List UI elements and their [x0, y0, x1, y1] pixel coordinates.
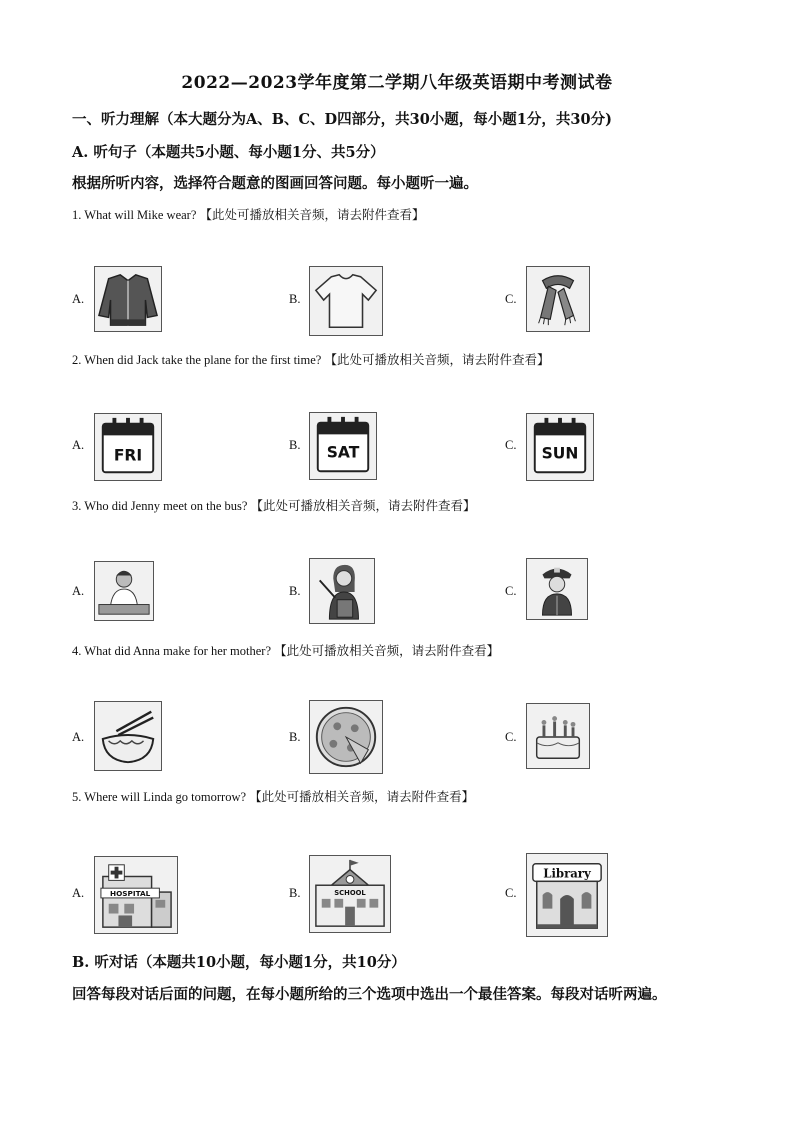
part-a-heading: A. 听句子（本题共5小题、每小题1分、共5分）	[72, 144, 385, 161]
birthday-cake-image[interactable]	[526, 703, 590, 769]
part-a-instruction: 根据所听内容，选择符合题意的图画回答问题。每小题听一遍。	[72, 175, 478, 192]
option-label: A.	[72, 886, 85, 900]
calendar-sat-image[interactable]	[309, 412, 377, 480]
part-b-instruction: 回答每段对话后面的问题，在每小题所给的三个选项中选出一个最佳答案。每段对话听两遍。	[72, 986, 667, 1003]
doctor-image[interactable]	[94, 561, 154, 621]
option-label: C.	[505, 292, 517, 306]
noodles-image[interactable]	[94, 701, 162, 771]
option-label: A.	[72, 438, 85, 452]
library-image[interactable]	[526, 853, 608, 937]
option-label: B.	[289, 292, 301, 306]
option-label: A.	[72, 292, 85, 306]
option-label: B.	[289, 438, 301, 452]
option-label: B.	[289, 886, 301, 900]
teacher-image[interactable]	[309, 558, 375, 624]
page-title: 2022—2023学年度第二学期八年级英语期中考测试卷	[181, 73, 613, 93]
jacket-image[interactable]	[94, 266, 162, 332]
section-heading: 一、听力理解（本大题分为A、B、C、D四部分，共30小题，每小题1分，共30分)	[72, 111, 612, 128]
option-label: C.	[505, 730, 517, 744]
question-2: 2. When did Jack take the plane for the first time? 【此处可播放相关音频，请去附件查看】	[72, 353, 550, 367]
part-b-heading: B. 听对话（本题共10小题，每小题1分，共10分）	[72, 954, 406, 971]
hospital-sign: HOSPITAL	[109, 888, 151, 898]
question-3: 3. Who did Jenny meet on the bus? 【此处可播放相关音频，请去附件查看】	[72, 499, 476, 513]
question-4: 4. What did Anna make for her mother? 【此处可播放相关音频，请去附件查看】	[72, 644, 500, 658]
pizza-image[interactable]	[309, 700, 383, 774]
calendar-label: FRI	[113, 446, 143, 465]
option-label: B.	[289, 584, 301, 598]
scarf-image[interactable]	[526, 266, 590, 332]
tshirt-image[interactable]	[309, 266, 383, 336]
calendar-label: SAT	[326, 443, 360, 462]
option-label: C.	[505, 584, 517, 598]
question-5: 5. Where will Linda go tomorrow? 【此处可播放相关音频，请去附件查看】	[72, 790, 475, 804]
option-label: A.	[72, 730, 85, 744]
option-label: B.	[289, 730, 301, 744]
school-sign: SCHOOL	[334, 888, 366, 897]
option-label: C.	[505, 438, 517, 452]
question-1: 1. What will Mike wear? 【此处可播放相关音频，请去附件查看】	[72, 208, 425, 222]
library-sign: Library	[543, 866, 591, 881]
calendar-label: SUN	[541, 444, 579, 463]
option-label: C.	[505, 886, 517, 900]
calendar-fri-image[interactable]	[94, 413, 162, 481]
school-image[interactable]	[309, 855, 391, 933]
calendar-sun-image[interactable]	[526, 413, 594, 481]
police-officer-image[interactable]	[526, 558, 588, 620]
hospital-image[interactable]	[94, 856, 178, 934]
option-label: A.	[72, 584, 85, 598]
